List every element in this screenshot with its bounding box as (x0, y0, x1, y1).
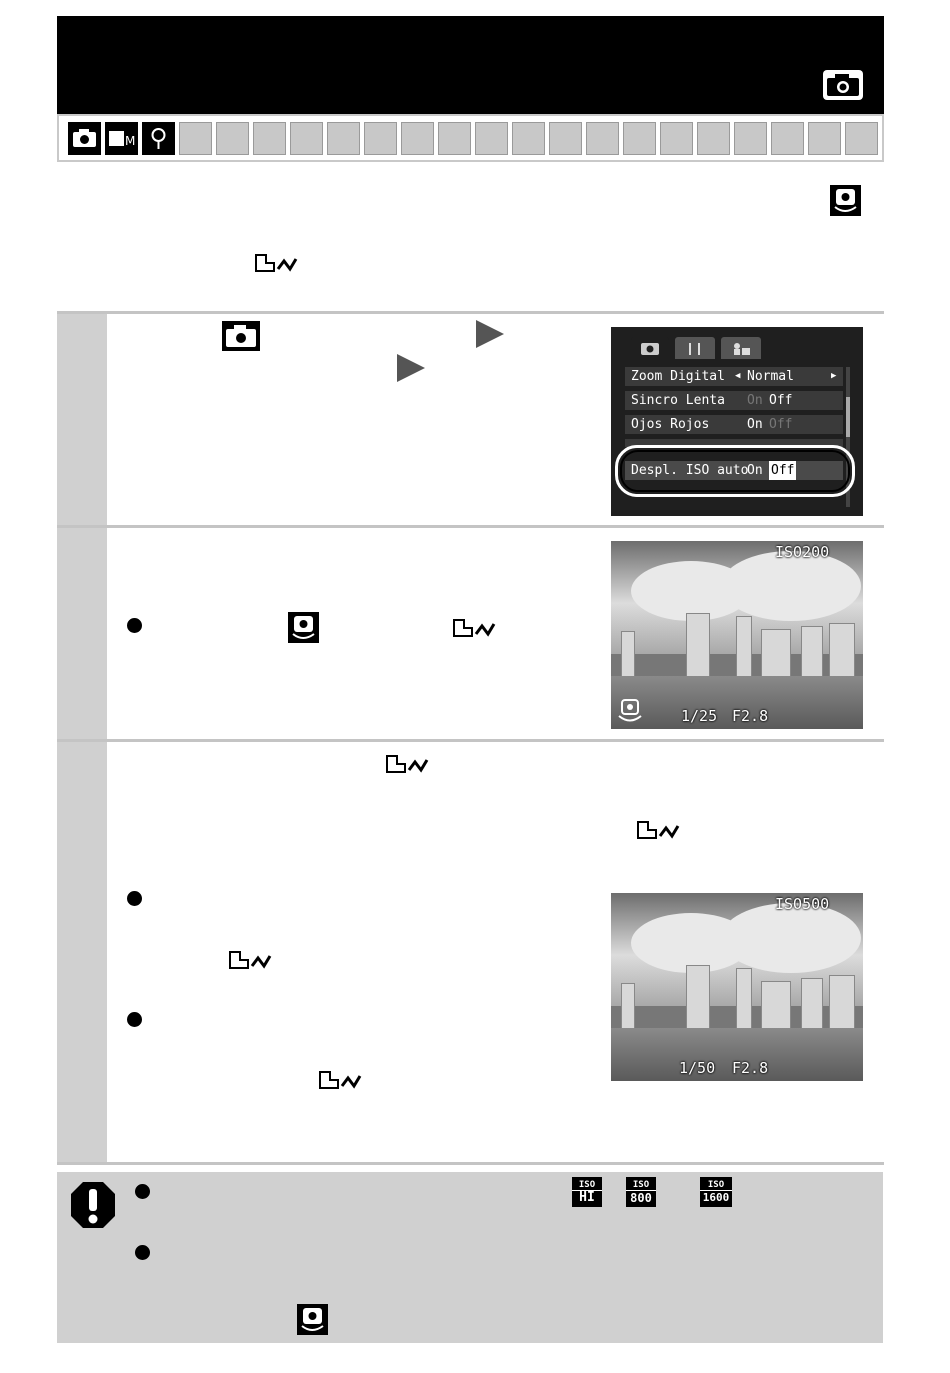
iso-hi-icon: ISO HI (572, 1177, 602, 1207)
menu-row-value: Normal (747, 369, 794, 384)
step-divider (57, 525, 884, 528)
print-share-icon (383, 752, 433, 776)
lcd-preview-photo (611, 893, 863, 1081)
indoor-icon (438, 122, 471, 155)
color-accent-icon (734, 122, 767, 155)
print-share-icon (226, 948, 276, 972)
menu-row-label: Despl. ISO auto (631, 463, 749, 478)
auto-iso-shift-icon (288, 612, 319, 643)
camera-icon (823, 70, 863, 100)
right-arrow-icon: ▶ (831, 371, 837, 381)
step-3-band (57, 742, 107, 1163)
menu-option-on: On (747, 417, 763, 432)
bullet (127, 618, 142, 633)
menu-row-ojos-rojos[interactable] (625, 415, 843, 434)
bullet (135, 1184, 150, 1199)
iso-readout: ISO500 (775, 895, 830, 913)
print-share-icon (634, 818, 684, 842)
shooting-mode-strip (57, 114, 884, 162)
aperture-readout: F2.8 (732, 1059, 769, 1077)
digital-macro-icon (142, 122, 175, 155)
portrait-s-icon (216, 122, 249, 155)
iso-800-icon: ISO 800 (626, 1177, 656, 1207)
kids-pets-icon (401, 122, 434, 155)
color-swap-icon (771, 122, 804, 155)
snow-icon (475, 122, 508, 155)
auto-iso-shift-icon (830, 185, 861, 216)
menu-row-label: Zoom Digital (631, 369, 725, 384)
bullet (127, 1012, 142, 1027)
aquarium-icon (623, 122, 656, 155)
highlight-ring-inner (620, 450, 850, 492)
iso-1600-icon: ISO 1600 (700, 1177, 732, 1207)
shutter-speed-readout: 1/50 (679, 1059, 716, 1077)
menu-option-on: On (747, 463, 763, 478)
camera-icon (222, 321, 260, 351)
my-colors-a-icon (808, 122, 841, 155)
camera-tab-icon (631, 337, 669, 359)
svg-text:M: M (125, 134, 136, 148)
section-header-bar (57, 16, 884, 114)
fireworks-icon (549, 122, 582, 155)
menu-row-label: Sincro Lenta (631, 393, 725, 408)
auto-iso-shift-icon (615, 697, 645, 725)
auto-iso-shift-icon (297, 1304, 328, 1335)
camera-auto-icon (68, 122, 101, 155)
left-arrow-icon: ◀ (735, 371, 741, 381)
night-icon (364, 122, 397, 155)
next-arrow-icon (476, 320, 504, 348)
shutter-speed-readout: 1/25 (681, 707, 718, 725)
step-divider (57, 311, 884, 314)
aperture-readout: F2.8 (732, 707, 769, 725)
menu-option-off-selected: Off (771, 463, 795, 478)
menu-option-off: Off (769, 417, 793, 432)
iso-readout: ISO200 (775, 543, 830, 561)
stitch-assist-icon (253, 122, 286, 155)
portrait-icon (290, 122, 323, 155)
next-arrow-icon (397, 354, 425, 382)
bullet (127, 891, 142, 906)
my-colors-s-icon (845, 122, 878, 155)
menu-option-on: On (747, 393, 763, 408)
caution-icon (69, 1180, 117, 1230)
setup-tab-icon (675, 337, 715, 359)
movie-icon (697, 122, 730, 155)
portrait-auto-icon (179, 122, 212, 155)
caution-box (57, 1172, 883, 1343)
step-1-band (57, 314, 107, 525)
camera-menu-screen (611, 327, 863, 516)
print-share-icon (316, 1068, 366, 1092)
step-2-band (57, 528, 107, 739)
step-divider (57, 1162, 884, 1165)
step-divider (57, 739, 884, 742)
print-share-icon (450, 616, 500, 640)
lcd-preview-photo (611, 541, 863, 729)
bullet (135, 1245, 150, 1260)
foliage-icon (586, 122, 619, 155)
underwater-icon (660, 122, 693, 155)
menu-option-off: Off (769, 393, 793, 408)
beach-icon (512, 122, 545, 155)
print-share-icon (252, 251, 302, 275)
menu-row-label: Ojos Rojos (631, 417, 710, 432)
camera-manual-icon (105, 122, 138, 155)
landscape-icon (327, 122, 360, 155)
menu-row-sincro-lenta[interactable] (625, 391, 843, 410)
menu-row-zoom-digital[interactable] (625, 367, 843, 386)
my-camera-tab-icon (721, 337, 761, 359)
